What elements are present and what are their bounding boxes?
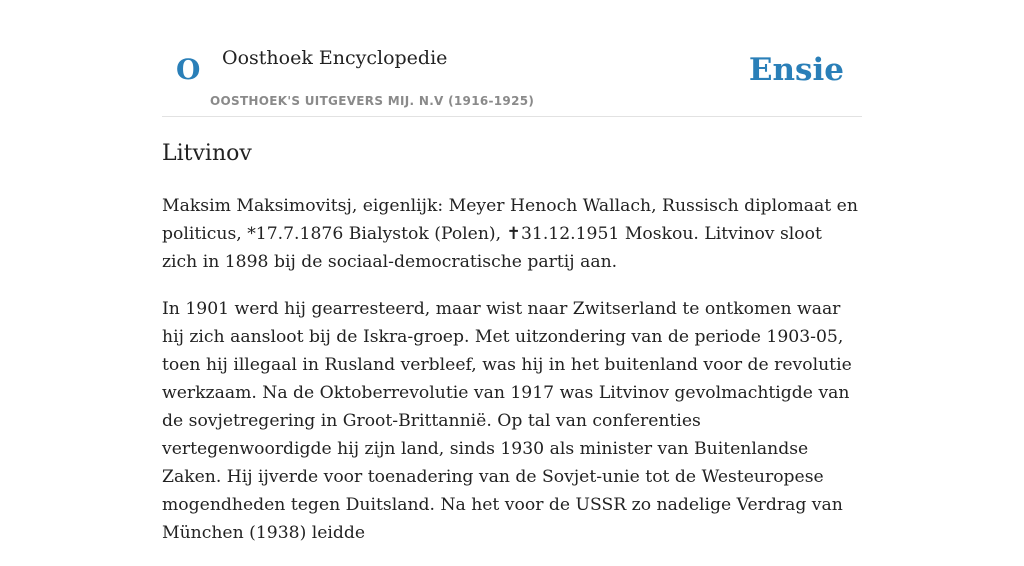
entry-body — [162, 192, 862, 566]
entry-paragraph: Maksim Maksimovitsj, eigenlijk: Meyer Henoch Wallach, Russisch diplomaat en politicus, *17.7.1876 Bialystok (Polen), ✝31.12.1951 Moskou. Litvinov sloot zich in 1898 bij de sociaal-democratische partij aan. — [162, 196, 858, 272]
entry-paragraph: In 1901 werd hij gearresteerd, maar wist naar Zwitserland te ontkomen waar hij zich aansloot bij de Iskra-groep. Met uitzondering van de periode 1903-05, toen hij illegaal in Rusland verbleef, was hij in het buitenland voor de revolutie werkzaam. Na de Oktoberrevolutie van 1917 was Litvinov gevolmachtigde van de sovjetregering in Groot-Brittannië. Op tal van conferenties vertegenwoordigde hij zijn land, sinds 1930 als minister van Buitenlandse Zaken. Hij ijverde voor toenadering van de Sovjet-unie tot de Westeuropese mogendheden tegen Duitsland. Na het voor de USSR zo nadelige Verdrag van München (1938) leidde — [162, 299, 852, 543]
page-header — [162, 0, 862, 117]
book-publisher: OOSTHOEK'S UITGEVERS MIJ. N.V (1916-1925) — [210, 94, 535, 108]
ensie-logo-link[interactable]: Ensie — [748, 52, 844, 88]
entry-title: Litvinov — [162, 141, 252, 166]
book-title[interactable]: Oosthoek Encyclopedie — [222, 47, 448, 69]
book-initial-logo[interactable]: O — [176, 53, 201, 86]
